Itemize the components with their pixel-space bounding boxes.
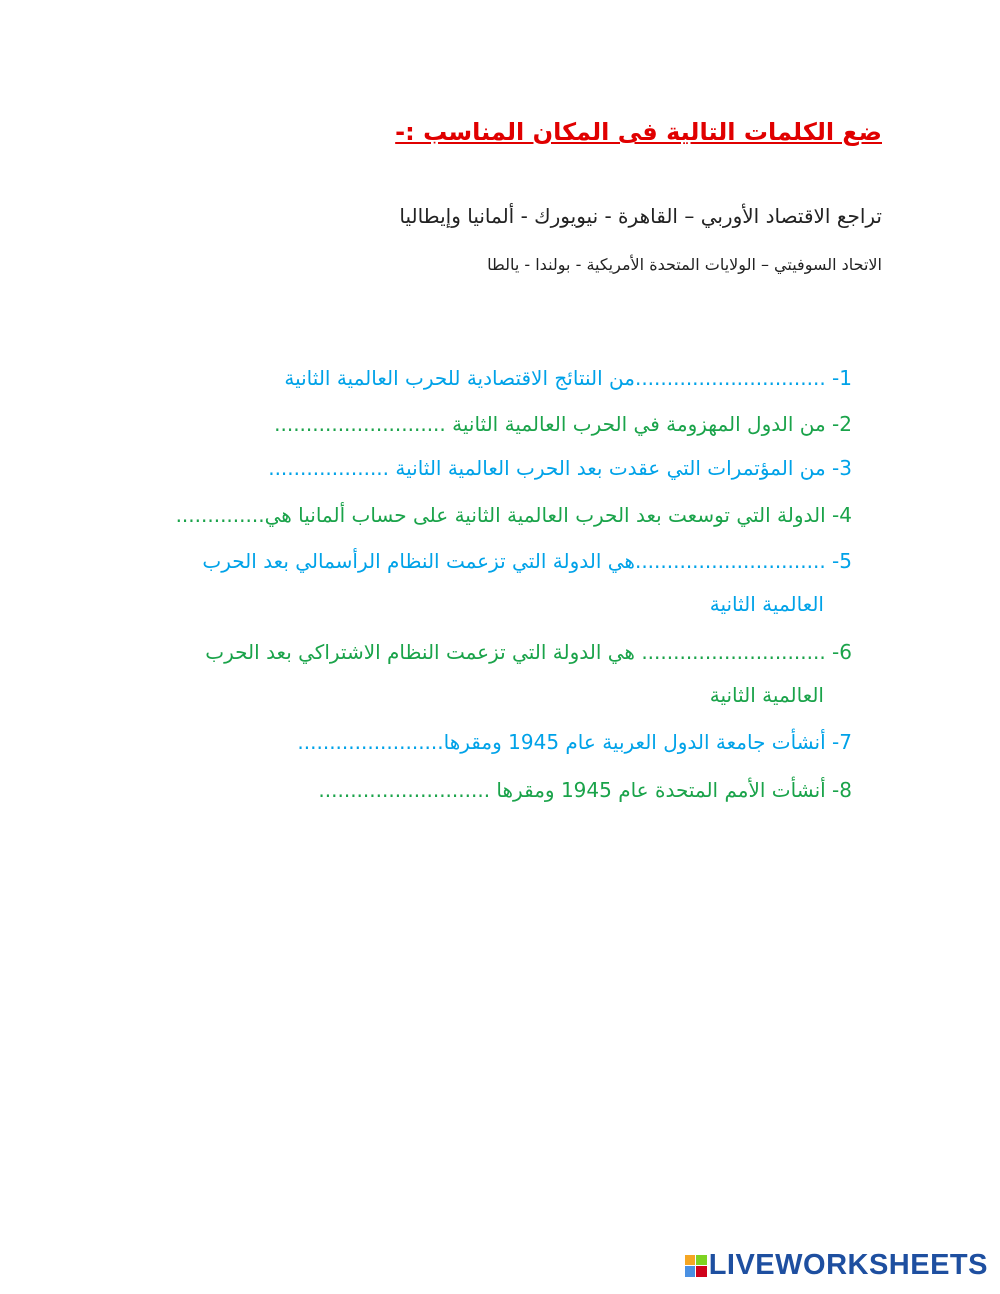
question-5[interactable]: 5- ..............................هي الدولة التي تزعمت النظام الرأسمالي بعد الحرب: [202, 549, 852, 573]
liveworksheets-logo-icon: [685, 1255, 707, 1277]
worksheet-title: ضع الكلمات التالية فى المكان المناسب :-: [395, 118, 882, 146]
liveworksheets-footer: [685, 1249, 988, 1282]
question-5-continuation: العالمية الثانية: [709, 592, 824, 616]
question-6-continuation: العالمية الثانية: [709, 683, 824, 707]
question-8[interactable]: 8- أنشأت الأمم المتحدة عام 1945 ومقرها ...........................: [318, 778, 852, 802]
question-3[interactable]: 3- من المؤتمرات التي عقدت بعد الحرب العالمية الثانية ...................: [268, 456, 852, 480]
question-4[interactable]: 4- الدولة التي توسعت بعد الحرب العالمية الثانية على حساب ألمانيا هي..............: [175, 503, 852, 527]
question-2[interactable]: 2- من الدول المهزومة في الحرب العالمية الثانية ...........................: [274, 412, 852, 436]
brand-name: LIVEWORKSHEETS: [708, 1249, 988, 1281]
question-1[interactable]: 1- ..............................من النتائج الاقتصادية للحرب العالمية الثانية: [284, 366, 852, 390]
word-bank-line-2: الاتحاد السوفيتي – الولايات المتحدة الأمريكية - بولندا - يالطا: [487, 255, 882, 274]
question-6[interactable]: 6- ............................. هي الدولة التي تزعمت النظام الاشتراكي بعد الحرب: [205, 640, 852, 664]
question-7[interactable]: 7- أنشأت جامعة الدول العربية عام 1945 ومقرها.......................: [297, 730, 852, 754]
word-bank-line-1: تراجع الاقتصاد الأوربي – القاهرة - نيويورك - ألمانيا وإيطاليا: [399, 204, 882, 228]
